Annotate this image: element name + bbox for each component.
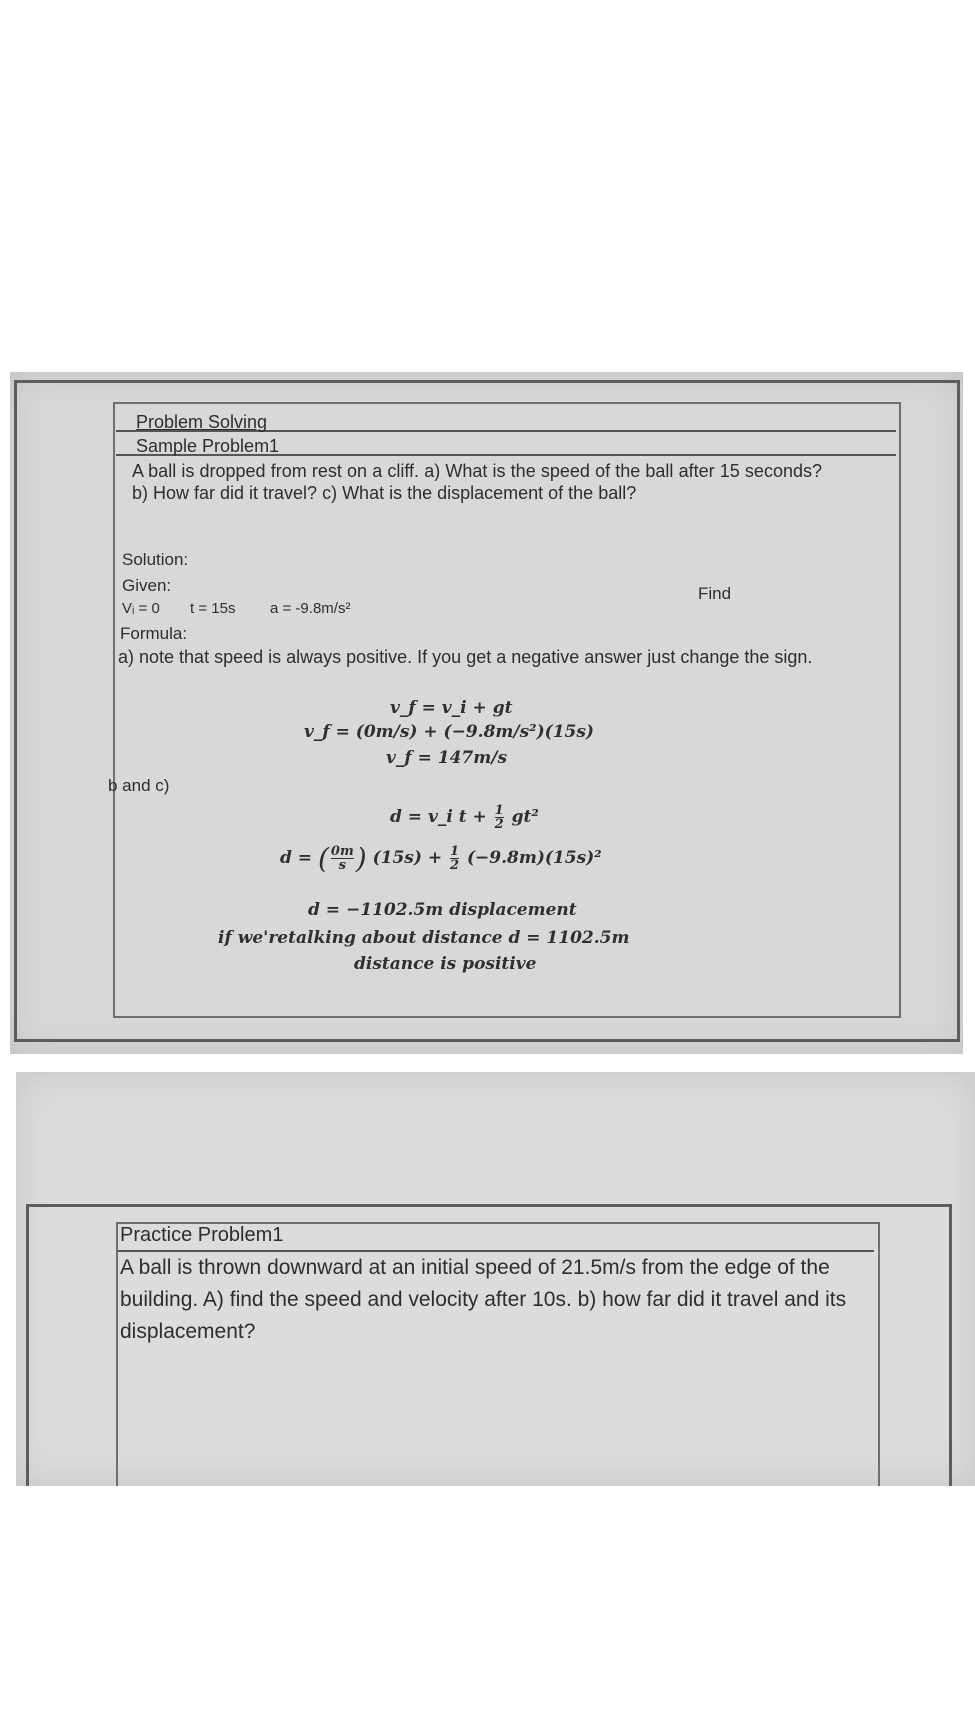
given-a: a = -9.8m/s² [270,600,351,617]
speed-note: a) note that speed is always positive. If you get a negative answer just change the sign. [118,647,813,667]
vel-den: s [331,858,354,872]
find-label: Find [698,584,732,603]
frac-den: 2 [494,817,504,832]
solution-label: Solution: [122,550,189,569]
eq-d-left: d = v_i t + [390,807,487,827]
paren-open: ( [317,842,329,875]
given-t: t = 15s [190,600,236,617]
distance-note: if we'retalking about distance d = 1102.5m [218,928,630,948]
equation-displacement-result: d = −1102.5m displacement [308,900,577,920]
given-vi: Vᵢ = 0 [122,600,160,617]
practice-problem-photo [16,1072,975,1486]
bc-label: b and c) [108,776,170,795]
frac2-num: 1 [450,844,460,859]
frac-num: 1 [494,803,504,818]
half-fraction-2 [450,845,459,872]
given-label: Given: [122,576,172,595]
distance-positive-note: distance is positive [354,954,537,974]
half-fraction [495,804,504,831]
equation-displacement-substituted [280,842,602,875]
equation-vf-substituted: v_f = (0m/s) + (−9.8m/s²)(15s) [304,722,594,742]
practice-text: A ball is thrown downward at an initial speed of 21.5m/s from the edge of the building. A) find the speed and velocity after 10s. b) how far did it travel and its displacement? [120,1256,847,1343]
paren-close: ) [355,842,367,875]
problem-title: Sample Problem1 [136,436,280,456]
formula-label: Formula: [120,624,188,643]
equation-displacement [390,804,539,831]
equation-vf: v_f = v_i + gt [390,698,513,718]
vel-num: 0m [330,844,354,859]
sample-problem-photo [10,372,963,1054]
problem-text: A ball is dropped from rest on a cliff. a) What is the speed of the ball after 15 seconds? b) How far did it travel? c) What is the displacement of the ball? [132,461,822,503]
section-header: Problem Solving [136,412,268,432]
eq2-right: (−9.8m)(15s)² [466,848,602,868]
equation-vf-result: v_f = 147m/s [386,748,508,768]
velocity-fraction [331,845,354,872]
eq-d-right: gt² [511,807,539,827]
practice-title: Practice Problem1 [120,1224,284,1246]
eq2-mid: (15s) + [372,848,443,868]
eq2-left: d = [280,848,313,868]
frac2-den: 2 [450,858,460,873]
